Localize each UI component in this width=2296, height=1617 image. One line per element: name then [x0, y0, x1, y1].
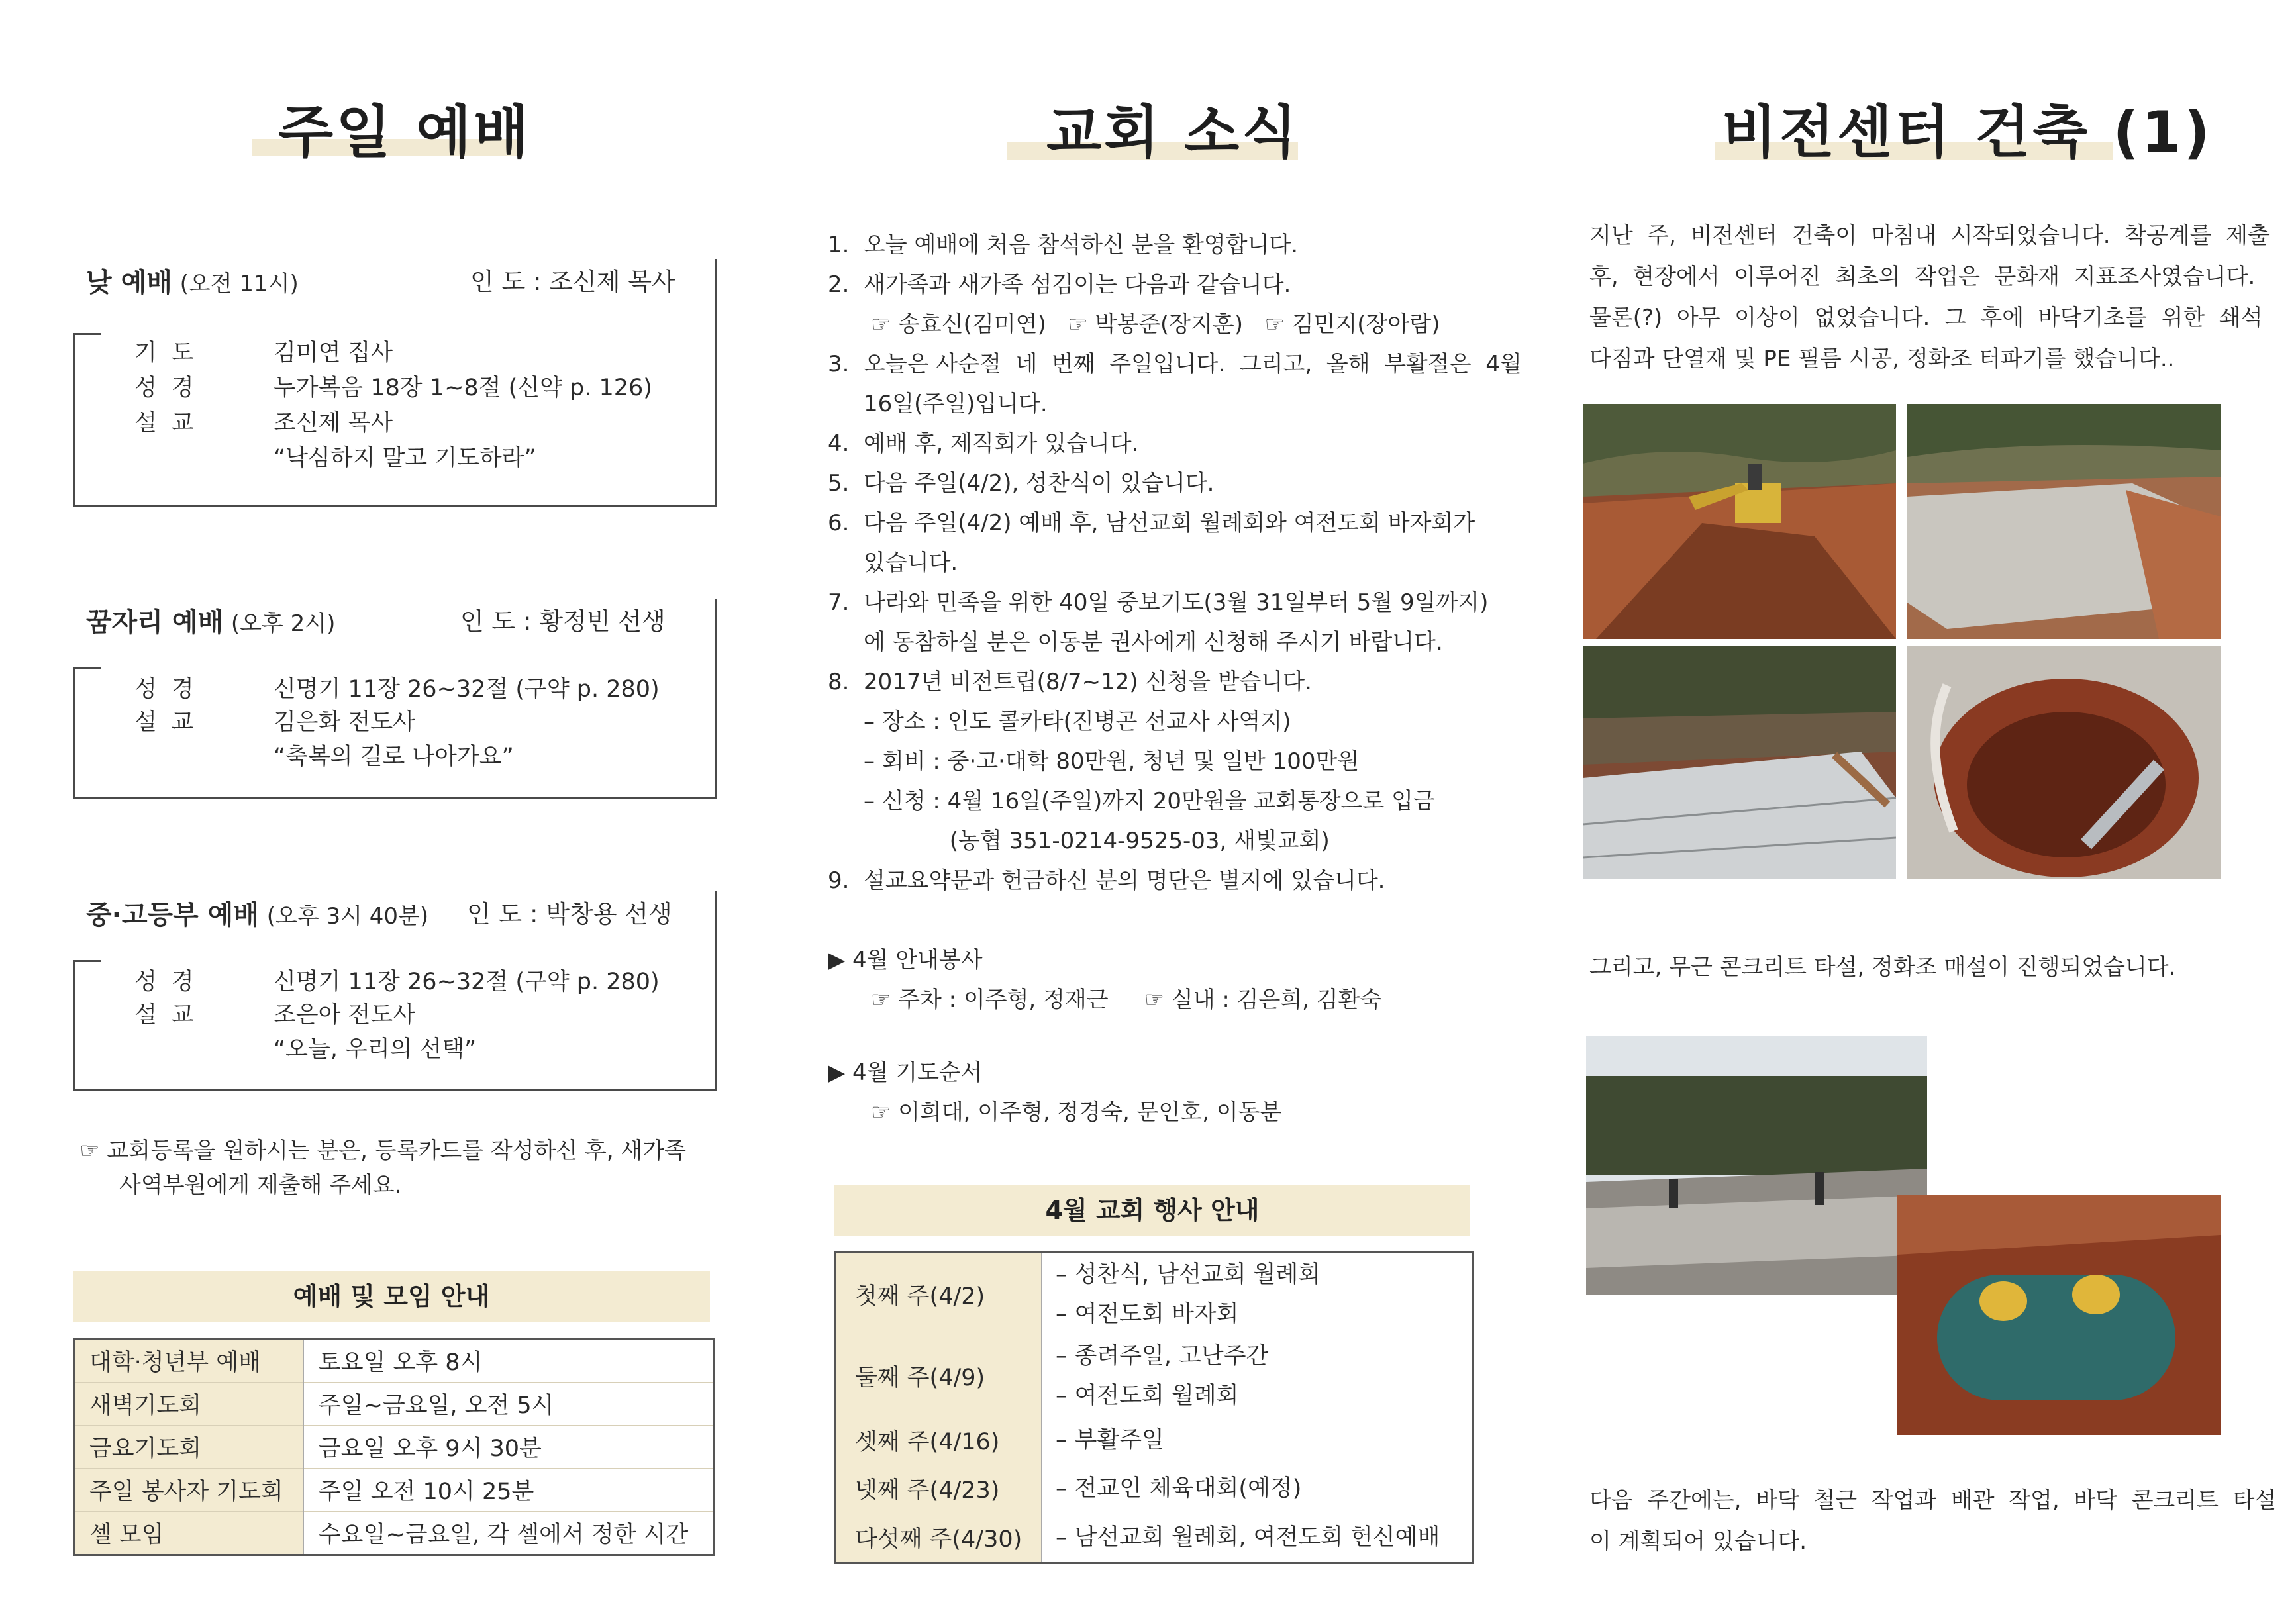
worship-title: 주일 예배 [278, 99, 532, 166]
service-leader: 인 도 : 조신제 목사 [470, 268, 675, 296]
news-title: 교회 소식 [1046, 99, 1300, 166]
april-prayer-heading: ▶ 4월 기도순서 [828, 1059, 983, 1086]
table-row: 셀 모임 수요일~금요일, 각 셀에서 정한 시간 [74, 1512, 715, 1555]
news-line: ☞ 송효신(김미연) ☞ 박봉준(장지훈) ☞ 김민지(장아람) [828, 311, 1440, 338]
news-line: 7. 나라와 민족을 위한 40일 중보기도(3월 31일부터 5월 9일까지) [828, 589, 1489, 616]
news-line: 3. 오늘은 사순절 네 번째 주일입니다. 그리고, 올해 부활절은 4월 [828, 351, 1522, 377]
service-heading [86, 262, 299, 299]
meetings-table [73, 1338, 715, 1556]
april-service-heading: ▶ 4월 안내봉사 [828, 947, 983, 973]
service-row: 설교 김은화 전도사 [134, 709, 415, 736]
service-name: 꿈자리 예배 [86, 607, 224, 638]
news-line: 2. 새가족과 새가족 섬김이는 다음과 같습니다. [828, 271, 1291, 298]
vision-paragraph-1: 지난 주, 비전센터 건축이 마침내 시작되었습니다. 착공계를 제출 후, 현장에서 이루어진 최초의 작업은 문화재 지표조사였습니다. 물론(?) 아무 이상이 없었습니다. 그 후에 바닥기초를 위한 쇄석 다짐과 단열재 및 PE 필름 시공, 정화조 터파기를 했습니다.. [1589, 222, 2270, 372]
service-time: (오후 2시) [230, 611, 336, 637]
news-line: 8. 2017년 비전트립(8/7~12) 신청을 받습니다. [828, 669, 1312, 695]
vision-paragraph-2: 그리고, 무근 콘크리트 타설, 정화조 매설이 진행되었습니다. [1589, 954, 2176, 981]
table-row: 첫째 주(4/2) – 성찬식, 남선교회 월례회 – 여전도회 바자회 [836, 1253, 1473, 1336]
events-table [834, 1251, 1474, 1564]
service-heading [86, 601, 335, 639]
sermon-title: “축복의 길로 나아가요” [274, 744, 514, 770]
service-name: 낮 예배 [86, 268, 172, 298]
news-line: 5. 다음 주일(4/2), 성찬식이 있습니다. [828, 470, 1215, 497]
service-leader: 인 도 : 박창용 선생 [467, 900, 672, 928]
table-row: 주일 봉사자 기도회 주일 오전 10시 25분 [74, 1469, 715, 1512]
table-row: 다섯째 주(4/30) – 남선교회 월례회, 여전도회 헌신예배 [836, 1513, 1473, 1563]
registration-note: ☞ 교회등록을 원하시는 분은, 등록카드를 작성하신 후, 새가족 사역부원에게 제출해 주세요. [79, 1138, 687, 1199]
table-row: 새벽기도회 주일~금요일, 오전 5시 [74, 1383, 715, 1426]
excavator-photo [1583, 404, 1896, 639]
news-line: 1. 오늘 예배에 처음 참석하신 분을 환영합니다. [828, 232, 1299, 258]
news-list [828, 225, 1522, 901]
concrete-pour-photo [1586, 1036, 1927, 1295]
news-line: – 회비 : 중·고·대학 80만원, 청년 및 일반 100만원 [828, 748, 1360, 775]
sermon-title: “오늘, 우리의 선택” [274, 1036, 477, 1063]
service-box [73, 960, 717, 1091]
meetings-title: 예배 및 모임 안내 [73, 1271, 710, 1322]
service-row: 성경 신명기 11장 26~32절 (구약 p. 280) [134, 969, 660, 995]
april-service-section [828, 940, 1381, 1020]
events-title: 4월 교회 행사 안내 [834, 1185, 1470, 1236]
news-line: 9. 설교요약문과 헌금하신 분의 명단은 별지에 있습니다. [828, 867, 1385, 894]
service-row: 성경 신명기 11장 26~32절 (구약 p. 280) [134, 676, 660, 703]
vision-title: 비전센터 건축 (1) [1722, 99, 2213, 166]
service-heading [86, 894, 428, 932]
septic-pit-photo [1907, 646, 2221, 879]
service-name: 중·고등부 예배 [86, 900, 259, 930]
service-row: 기도 김미연 집사 [134, 340, 393, 366]
news-line: 4. 예배 후, 제직회가 있습니다. [828, 430, 1139, 457]
table-row: 대학·청년부 예배 토요일 오후 8시 [74, 1339, 715, 1383]
april-prayer-line: ☞ 이희대, 이주형, 정경숙, 문인호, 이동분 [828, 1099, 1282, 1126]
news-line: – 신청 : 4월 16일(주일)까지 20만원을 교회통장으로 입금 [828, 788, 1435, 814]
service-box [73, 333, 717, 507]
service-row: 설교 조신제 목사 [134, 410, 393, 436]
table-row: 둘째 주(4/9) – 종려주일, 고난주간 – 여전도회 월례회 [836, 1336, 1473, 1416]
april-prayer-section [828, 1053, 1281, 1132]
table-row: 넷째 주(4/23) – 전교인 체육대회(예정) [836, 1464, 1473, 1513]
news-line: 있습니다. [828, 550, 958, 576]
news-line: – 장소 : 인도 콜카타(진병곤 선교사 사역지) [828, 709, 1291, 735]
vision-paragraph-3: 다음 주간에는, 바닥 철근 작업과 배관 작업, 바닥 콘크리트 타설 이 계획되어 있습니다. [1589, 1487, 2277, 1555]
news-line: 6. 다음 주일(4/2) 예배 후, 남선교회 월례회와 여전도회 바자회가 [828, 510, 1475, 536]
service-row: 설교 조은아 전도사 [134, 1002, 415, 1028]
service-time: (오전 11시) [179, 271, 299, 297]
news-line: 16일(주일)입니다. [828, 391, 1048, 417]
april-service-line: ☞ 주차 : 이주형, 정재근 ☞ 실내 : 김은희, 김환숙 [828, 987, 1382, 1013]
service-leader: 인 도 : 황정빈 선생 [460, 607, 666, 636]
service-box [73, 667, 717, 799]
news-line: (농협 351-0214-9525-03, 새빛교회) [828, 828, 1330, 854]
septic-tank-photo [1897, 1195, 2221, 1435]
sermon-title: “낙심하지 말고 기도하라” [274, 445, 536, 471]
gravel-photo [1907, 404, 2221, 639]
table-row: 셋째 주(4/16) – 부활주일 [836, 1416, 1473, 1464]
table-row: 금요기도회 금요일 오후 9시 30분 [74, 1426, 715, 1469]
news-line: 에 동참하실 분은 이동분 권사에게 신청해 주시기 바랍니다. [828, 629, 1443, 656]
service-row: 성경 누가복음 18장 1~8절 (신약 p. 126) [134, 375, 652, 401]
insulation-photo [1583, 646, 1896, 879]
service-time: (오후 3시 40분) [266, 903, 429, 930]
